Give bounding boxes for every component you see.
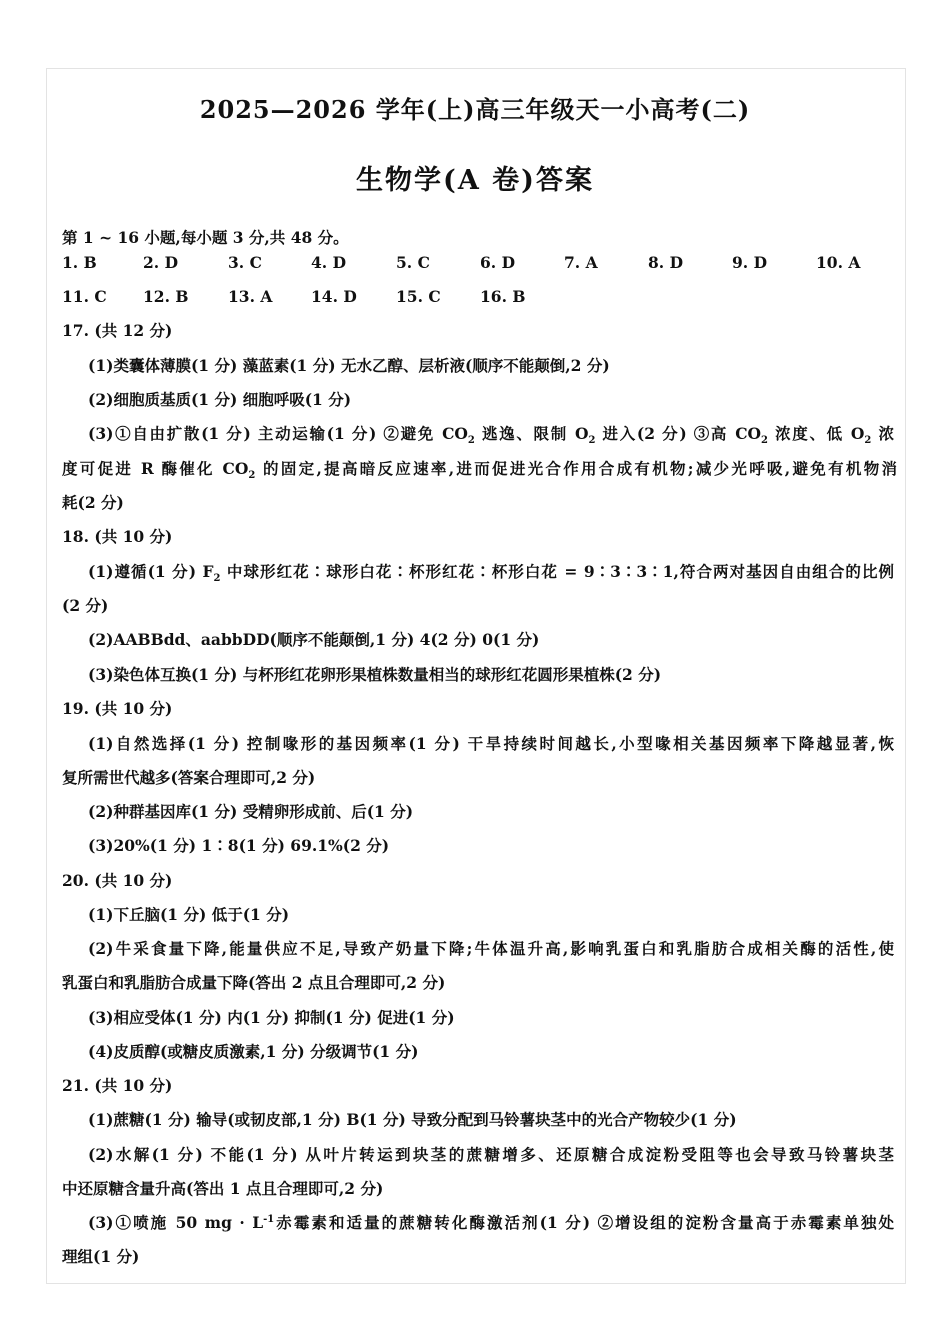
- q17-part3-end: 耗(2 分): [62, 493, 124, 512]
- q21-part3: (3)①喷施 50 mg · $L^{-1}$赤霉素和适量的蔗糖转化酶激活剂(1 分) ②增设组的淀粉含量高于赤霉素单独处: [88, 1213, 895, 1232]
- mc-answer: 13. A: [228, 287, 273, 306]
- q20-heading: 20. (共 10 分): [62, 871, 173, 890]
- mc-answer: 4. D: [311, 253, 347, 272]
- q17-heading: 17. (共 12 分): [62, 321, 173, 340]
- mc-answer: 2. D: [143, 253, 179, 272]
- mc-answer: 10. A: [816, 253, 861, 272]
- q18-heading: 18. (共 10 分): [62, 527, 173, 546]
- mc-answer: 12. B: [143, 287, 189, 306]
- q18-part1: (1)遵循(1 分) $F_2$ 中球形红花∶球形白花∶杯形红花∶杯形白花 = 9∶3∶3∶1,符合两对基因自由组合的比例: [88, 562, 895, 585]
- q18-part3: (3)染色体互换(1 分) 与杯形红花卵形果植株数量相当的球形红花圆形果植株(2 分): [88, 665, 662, 684]
- q21-part1: (1)蔗糖(1 分) 输导(或韧皮部,1 分) B(1 分) 导致分配到马铃薯块茎中的光合产物较少(1 分): [88, 1110, 737, 1129]
- q17-part3: (3)①自由扩散(1 分) 主动运输(1 分) ②避免 $CO_2$ 逃逸、限制 $O_2$ 进入(2 分) ③高 $CO_2$ 浓度、低 $O_2$ 浓: [88, 424, 894, 447]
- q19-part1-cont: 复所需世代越多(答案合理即可,2 分): [62, 768, 316, 787]
- mc-answer: 7. A: [564, 253, 598, 272]
- exam-title: 2025—2026 学年(上)高三年级天一小高考(二): [199, 95, 751, 124]
- q18-part1-cont: (2 分): [62, 596, 109, 615]
- q20-part3: (3)相应受体(1 分) 内(1 分) 抑制(1 分) 促进(1 分): [88, 1008, 455, 1027]
- q19-part1: (1)自然选择(1 分) 控制喙形的基因频率(1 分) 干旱持续时间越长,小型喙相关基因频率下降越显著,恢: [88, 734, 894, 753]
- mc-answer: 8. D: [648, 253, 684, 272]
- subject-title: 生物学(A 卷)答案: [356, 165, 594, 196]
- q17-part3-cont: 度可促进 R 酶催化 $CO_2$ 的固定,提高暗反应速率,进而促进光合作用合成有机物;减少光呼吸,避免有机物消: [62, 459, 897, 482]
- mc-answer: 11. C: [62, 287, 107, 306]
- q19-part2: (2)种群基因库(1 分) 受精卵形成前、后(1 分): [88, 802, 414, 821]
- q17-part2: (2)细胞质基质(1 分) 细胞呼吸(1 分): [88, 390, 352, 409]
- mc-intro: 第 1 ~ 16 小题,每小题 3 分,共 48 分。: [62, 228, 349, 247]
- mc-answer: 16. B: [480, 287, 526, 306]
- q21-part3-cont: 理组(1 分): [62, 1247, 140, 1266]
- q17-part1: (1)类囊体薄膜(1 分) 藻蓝素(1 分) 无水乙醇、层析液(顺序不能颠倒,2 分): [88, 356, 610, 375]
- q20-part2: (2)牛采食量下降,能量供应不足,导致产奶量下降;牛体温升高,影响乳蛋白和乳脂肪合成相关酶的活性,使: [88, 939, 894, 958]
- mc-answer: 14. D: [311, 287, 357, 306]
- q19-part3: (3)20%(1 分) 1∶8(1 分) 69.1%(2 分): [88, 836, 390, 855]
- q20-part2-cont: 乳蛋白和乳脂肪合成量下降(答出 2 点且合理即可,2 分): [62, 973, 446, 992]
- q21-heading: 21. (共 10 分): [62, 1076, 173, 1095]
- q21-part2: (2)水解(1 分) 不能(1 分) 从叶片转运到块茎的蔗糖增多、还原糖合成淀粉受阻等也会导致马铃薯块茎: [88, 1145, 894, 1164]
- q18-part2: (2)AABBdd、aabbDD(顺序不能颠倒,1 分) 4(2 分) 0(1 分): [88, 630, 540, 649]
- q20-part1: (1)下丘脑(1 分) 低于(1 分): [88, 905, 290, 924]
- mc-answer: 9. D: [732, 253, 768, 272]
- q20-part4: (4)皮质醇(或糖皮质激素,1 分) 分级调节(1 分): [88, 1042, 419, 1061]
- q21-part2-cont: 中还原糖含量升高(答出 1 点且合理即可,2 分): [62, 1179, 384, 1198]
- mc-answer: 6. D: [480, 253, 516, 272]
- mc-answer: 15. C: [396, 287, 441, 306]
- mc-answer: 5. C: [396, 253, 430, 272]
- q19-heading: 19. (共 10 分): [62, 699, 173, 718]
- mc-answer: 1. B: [62, 253, 97, 272]
- mc-answer: 3. C: [228, 253, 262, 272]
